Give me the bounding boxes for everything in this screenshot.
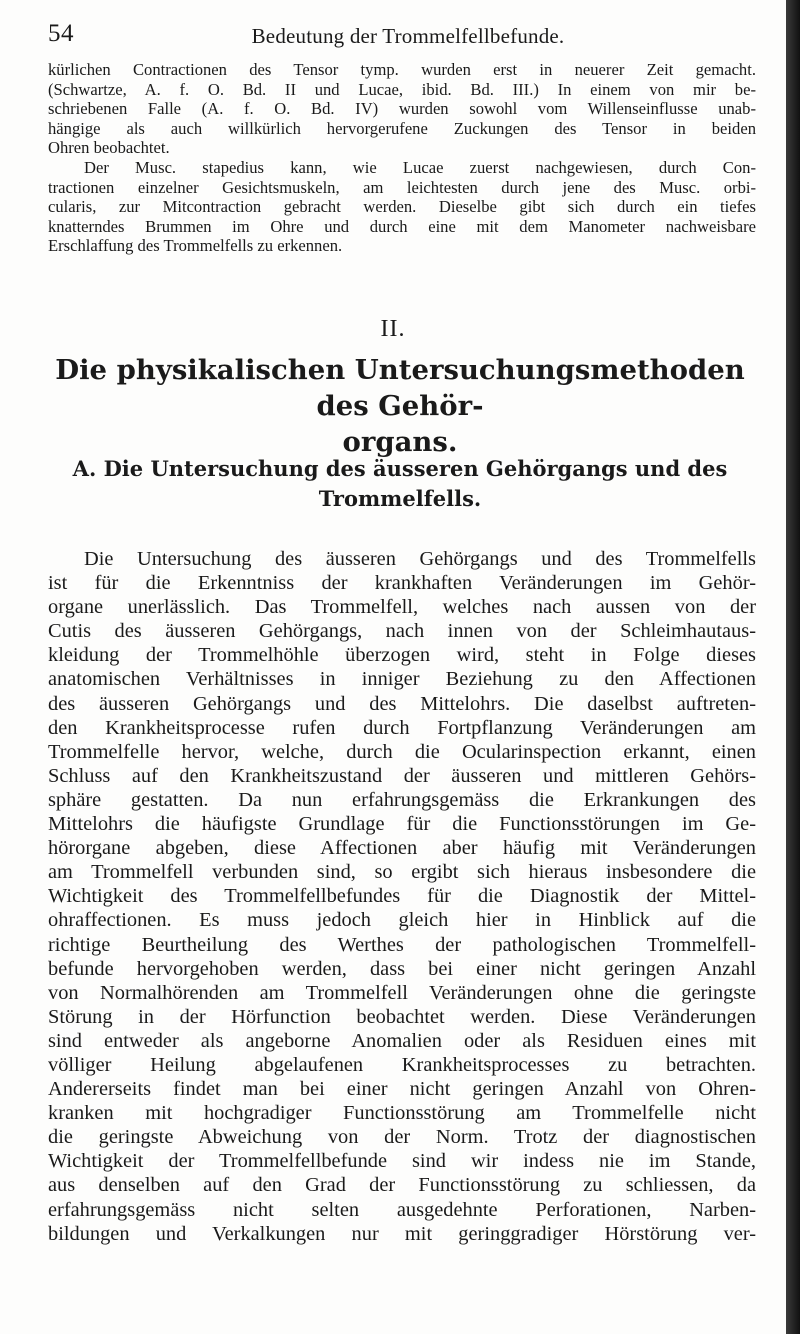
body-line: am Trommelfell verbunden sind, so ergibt sich hieraus insbesondere die [48, 861, 756, 884]
section-title [40, 454, 760, 514]
small-paragraph-1 [48, 60, 756, 158]
body-line: ohraffectionen. Es muss jedoch gleich hier in Hinblick auf die [48, 909, 756, 932]
text-line: schriebenen Falle (A. f. O. Bd. IV) wurden sowohl vom Willenseinflusse unab- [48, 99, 756, 119]
body-text [48, 547, 756, 1246]
body-line: sind entweder als angeborne Anomalien oder als Residuen eines mit [48, 1029, 756, 1052]
chapter-title-line: organs. [342, 426, 458, 458]
chapter-title-line: Die physikalischen Untersuchungsmethoden des Gehör- [55, 354, 745, 422]
chapter-title [40, 352, 760, 460]
body-line: Trommelfelle hervor, welche, durch die Ocularinspection erkannt, einen [48, 740, 756, 763]
text-line: (Schwartze, A. f. O. Bd. II und Lucae, ibid. Bd. III.) In einem von mir be- [48, 79, 756, 99]
body-line: kranken mit hochgradiger Functionsstörung am Trommelfelle nicht [48, 1102, 756, 1125]
body-line: organe unerlässlich. Das Trommelfell, welches nach aussen von der [48, 596, 756, 619]
body-line: befunde hervorgehoben werden, dass bei einer nicht geringen Anzahl [48, 957, 756, 980]
body-line: Wichtigkeit der Trommelfellbefunde sind wir indess nie im Stande, [48, 1150, 756, 1173]
body-line: von Normalhörenden am Trommelfell Veränderungen ohne die geringste [48, 981, 756, 1004]
text-line: cularis, zur Mitcontraction gebracht werden. Dieselbe gibt sich durch ein tiefes [48, 197, 756, 217]
text-line: Erschlaffung des Trommelfells zu erkennen. [48, 236, 343, 256]
body-line: Andererseits findet man bei einer nicht geringen Anzahl von Ohren- [48, 1078, 756, 1101]
running-title: Bedeutung der Trommelfellbefunde. [251, 24, 565, 48]
chapter-number: II. [380, 316, 406, 342]
body-line: Mittelohrs die häufigste Grundlage für die Functionsstörungen im Ge- [48, 813, 756, 836]
small-print-block [48, 60, 756, 256]
text-line: kürlichen Contractionen des Tensor tymp. wurden erst in neuerer Zeit gemacht. [48, 60, 756, 79]
text-line: Der Musc. stapedius kann, wie Lucae zuerst nachgewiesen, durch Con- [84, 157, 756, 177]
body-line: ist für die Erkenntniss der krankhaften Veränderungen im Gehör- [48, 572, 756, 595]
body-line: völliger Heilung abgelaufenen Krankheitsprocesses zu betrachten. [48, 1053, 756, 1076]
text-line: Ohren beobachtet. [48, 138, 170, 158]
body-line: Cutis des äusseren Gehörgangs, nach innen von der Schleimhautaus- [48, 620, 756, 643]
section-title-line: Trommelfells. [318, 486, 482, 511]
body-line: den Krankheitsprocesse rufen durch Fortpflanzung Veränderungen am [48, 716, 756, 739]
text-line: tractionen einzelner Gesichtsmuskeln, am leichtesten durch jene des Musc. orbi- [48, 177, 756, 197]
body-line: kleidung der Trommelhöhle überzogen wird, steht in Folge dieses [48, 644, 756, 667]
body-line: Schluss auf den Krankheitszustand der äusseren und mittleren Gehörs- [48, 764, 756, 787]
body-line: aus denselben auf den Grad der Functionsstörung zu schliessen, da [48, 1174, 756, 1197]
body-line: Wichtigkeit des Trommelfellbefundes für die Diagnostik der Mittel- [48, 885, 756, 908]
body-line: richtige Beurtheilung des Werthes der pathologischen Trommelfell- [48, 933, 756, 956]
body-line: Die Untersuchung des äusseren Gehörgangs und des Trommelfells [84, 548, 756, 570]
body-line: bildungen und Verkalkungen nur mit geringgradiger Hörstörung ver- [48, 1222, 756, 1245]
text-line: knatterndes Brummen im Ohre und durch eine mit dem Manometer nachweisbare [48, 216, 756, 236]
body-line: hörorgane abgeben, diese Affectionen aber häufig mit Veränderungen [48, 837, 756, 860]
body-line: anatomischen Verhältnisses in inniger Beziehung zu den Affectionen [48, 668, 756, 691]
small-paragraph-2 [48, 158, 756, 256]
body-line: sphäre gestatten. Da nun erfahrungsgemäss die Erkrankungen des [48, 788, 756, 811]
page-edge-shadow [786, 0, 800, 1334]
running-header [48, 22, 768, 54]
body-line: die geringste Abweichung von der Norm. Trotz der diagnostischen [48, 1126, 756, 1149]
page-number: 54 [48, 20, 74, 47]
section-title-line: A. Die Untersuchung des äusseren Gehörgangs und des [72, 456, 728, 481]
text-line: hängige als auch willkürlich hervorgerufene Zuckungen des Tensor in beiden [48, 118, 756, 138]
body-line: Störung in der Hörfunction beobachtet werden. Diese Veränderungen [48, 1005, 756, 1028]
body-line: des äusseren Gehörgangs und des Mittelohrs. Die daselbst auftreten- [48, 692, 756, 715]
body-line: erfahrungsgemäss nicht selten ausgedehnte Perforationen, Narben- [48, 1198, 756, 1221]
